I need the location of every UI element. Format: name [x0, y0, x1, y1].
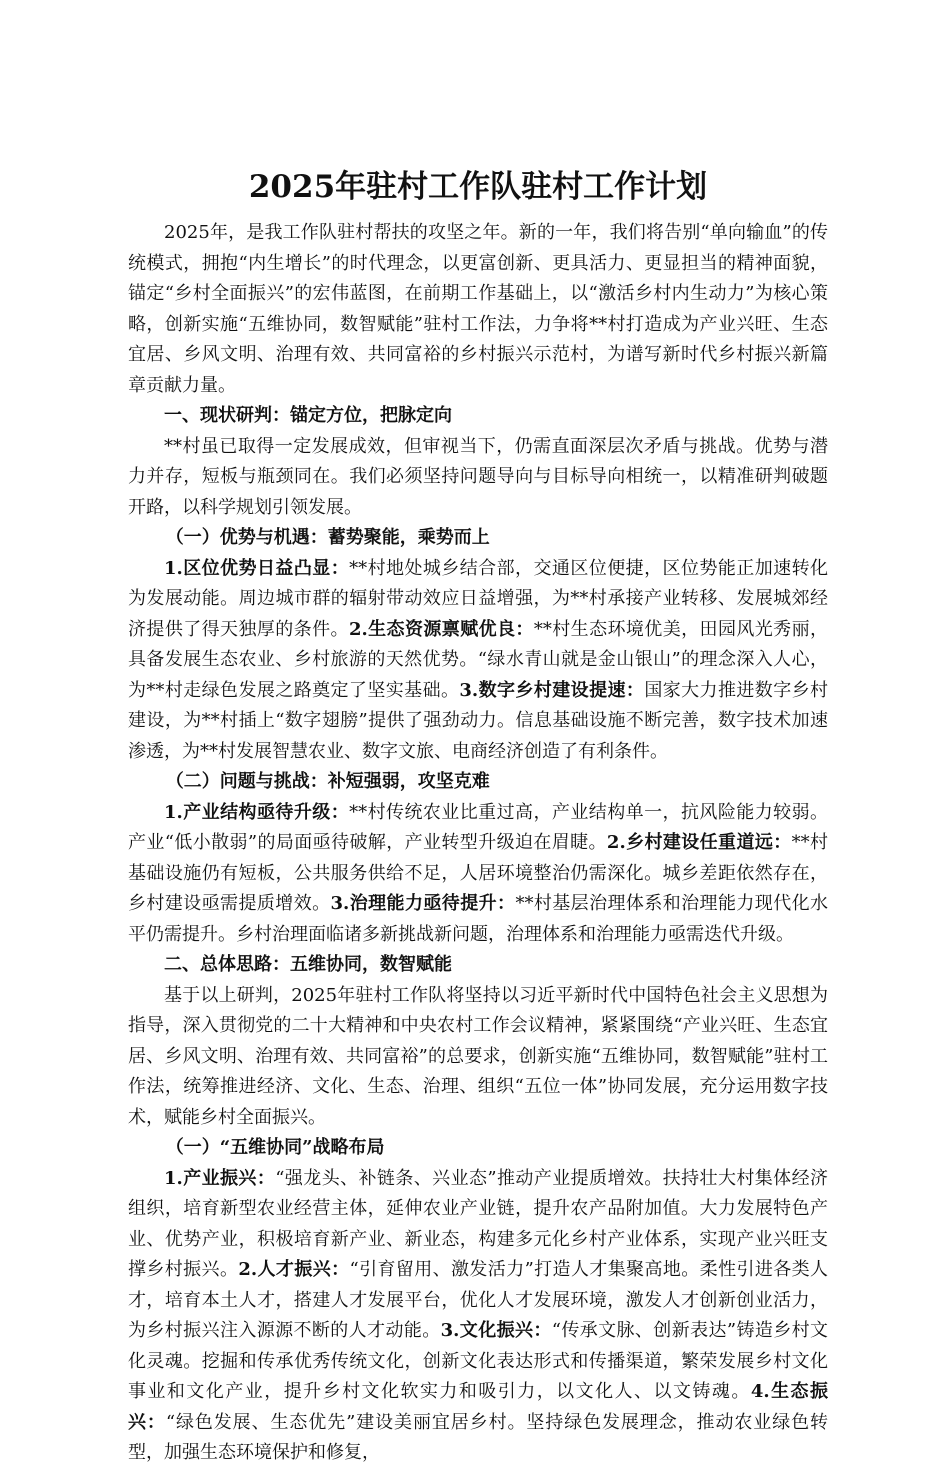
- section-1-intro: **村虽已取得一定发展成效，但审视当下，仍需直面深层次矛盾与挑战。优势与潜力并存，短板与瓶颈同在。我们必须坚持问题导向与目标导向相统一，以精准研判破题开路，以科学规划引领发展。: [128, 435, 828, 518]
- section-2-heading: 二、总体思路：五维协同，数智赋能: [164, 954, 452, 975]
- item-label: 3.数字乡村建设提速：: [459, 679, 645, 701]
- document-title: 2025年驻村工作队驻村工作计划: [248, 169, 708, 205]
- section-1-sub-1-paragraph: [128, 554, 828, 768]
- item-text: **村地处城乡结合部，交通区位便捷，区位势能正加速转化为发展动能。周边城市群的辐射带动效应日益增强，为**村承接产业转移、发展城郊经济提供了得天独厚的条件。: [128, 557, 828, 640]
- section-2-intro: 基于以上研判，2025年驻村工作队将坚持以习近平新时代中国特色社会主义思想为指导，深入贯彻党的二十大精神和中央农村工作会议精神，紧紧围绕“产业兴旺、生态宜居、乡风文明、治理有效、共同富裕”的总要求，创新实施“五维协同，数智赋能”驻村工作法，统筹推进经济、文化、生态、治理、组织“五位一体”协同发展，充分运用数字技术，赋能乡村全面振兴。: [128, 984, 828, 1128]
- item-label: 1.产业振兴：: [164, 1167, 276, 1189]
- item-label: 3.文化振兴：: [440, 1320, 552, 1341]
- intro-paragraph: 2025年，是我工作队驻村帮扶的攻坚之年。新的一年，我们将告别“单向输血”的传统模式，拥抱“内生增长”的时代理念，以更富创新、更具活力、更显担当的精神面貌，锚定“乡村全面振兴”的宏伟蓝图，在前期工作基础上，以“激活乡村内生动力”为核心策略，创新实施“五维协同，数智赋能”驻村工作法，力争将**村打造成为产业兴旺、生态宜居、乡风文明、治理有效、共同富裕的乡村振兴示范村，为谱写新时代乡村振兴新篇章贡献力量。: [128, 222, 828, 396]
- section-2-sub-1-heading: （一）“五维协同”战略布局: [165, 1137, 385, 1158]
- item-label: 2.生态资源禀赋优良：: [348, 618, 534, 640]
- item-text: “引育留用、激发活力”打造人才集聚高地。柔性引进各类人才，培育本土人才，搭建人才发展平台，优化人才发展环境，激发人才创新创业活力，为乡村振兴注入源源不断的人才动能。: [128, 1259, 829, 1341]
- item-text: 国家大力推进数字乡村建设，为**村插上“数字翅膀”提供了强劲动力。信息基础设施不断完善，数字技术加速渗透，为**村发展智慧农业、数字文旅、电商经济创造了有利条件。: [128, 679, 829, 762]
- item-label: 1.区位优势日益凸显：: [164, 557, 350, 579]
- item-label: 1.产业结构亟待升级：: [164, 801, 350, 823]
- item-label: 2.乡村建设任重道远：: [606, 832, 792, 853]
- section-1-sub-2-heading: （二）问题与挑战：补短强弱，攻坚克难: [165, 771, 490, 792]
- item-text: “强龙头、补链条、兴业态”推动产业提质增效。扶持壮大村集体经济组织，培育新型农业经营主体，延伸农业产业链，提升农产品附加值。大力发展特色产业、优势产业，积极培育新产业、新业态，构建多元化乡村产业体系，实现产业兴旺支撑乡村振兴。: [128, 1167, 828, 1280]
- item-text: “绿色发展、生态优先”建设美丽宜居乡村。坚持绿色发展理念，推动农业绿色转型，加强生态环境保护和修复，: [128, 1411, 829, 1463]
- item-text: **村生态环境优美，田园风光秀丽，具备发展生态农业、乡村旅游的天然优势。“绿水青山就是金山银山”的理念深入人心，为**村走绿色发展之路奠定了坚实基础。: [128, 618, 829, 701]
- section-1-sub-2-paragraph: [128, 798, 828, 951]
- section-1-heading: 一、现状研判：锚定方位，把脉定向: [164, 405, 452, 426]
- section-1-sub-1-heading: （一）优势与机遇：蓄势聚能，乘势而上: [165, 527, 490, 548]
- document-body: [128, 160, 828, 1469]
- item-text: “传承文脉、创新表达”铸造乡村文化灵魂。挖掘和传承优秀传统文化，创新文化表达形式和传播渠道，繁荣发展乡村文化事业和文化产业，提升乡村文化软实力和吸引力，以文化人、以文铸魂。: [128, 1320, 829, 1402]
- item-label: 4.生态振兴：: [128, 1381, 828, 1433]
- item-label: 3.治理能力亟待提升：: [330, 893, 516, 914]
- section-2-sub-1-paragraph: [128, 1164, 828, 1469]
- item-text: **村基础设施仍有短板，公共服务供给不足，人居环境整治仍需深化。城乡差距依然存在，乡村建设亟需提质增效。: [128, 832, 828, 914]
- item-text: **村传统农业比重过高，产业结构单一，抗风险能力较弱。产业“低小散弱”的局面亟待破解，产业转型升级迫在眉睫。: [128, 801, 828, 853]
- item-text: **村基层治理体系和治理能力现代化水平仍需提升。乡村治理面临诸多新挑战新问题，治理体系和治理能力亟需迭代升级。: [128, 893, 829, 945]
- item-label: 2.人才振兴：: [238, 1259, 350, 1280]
